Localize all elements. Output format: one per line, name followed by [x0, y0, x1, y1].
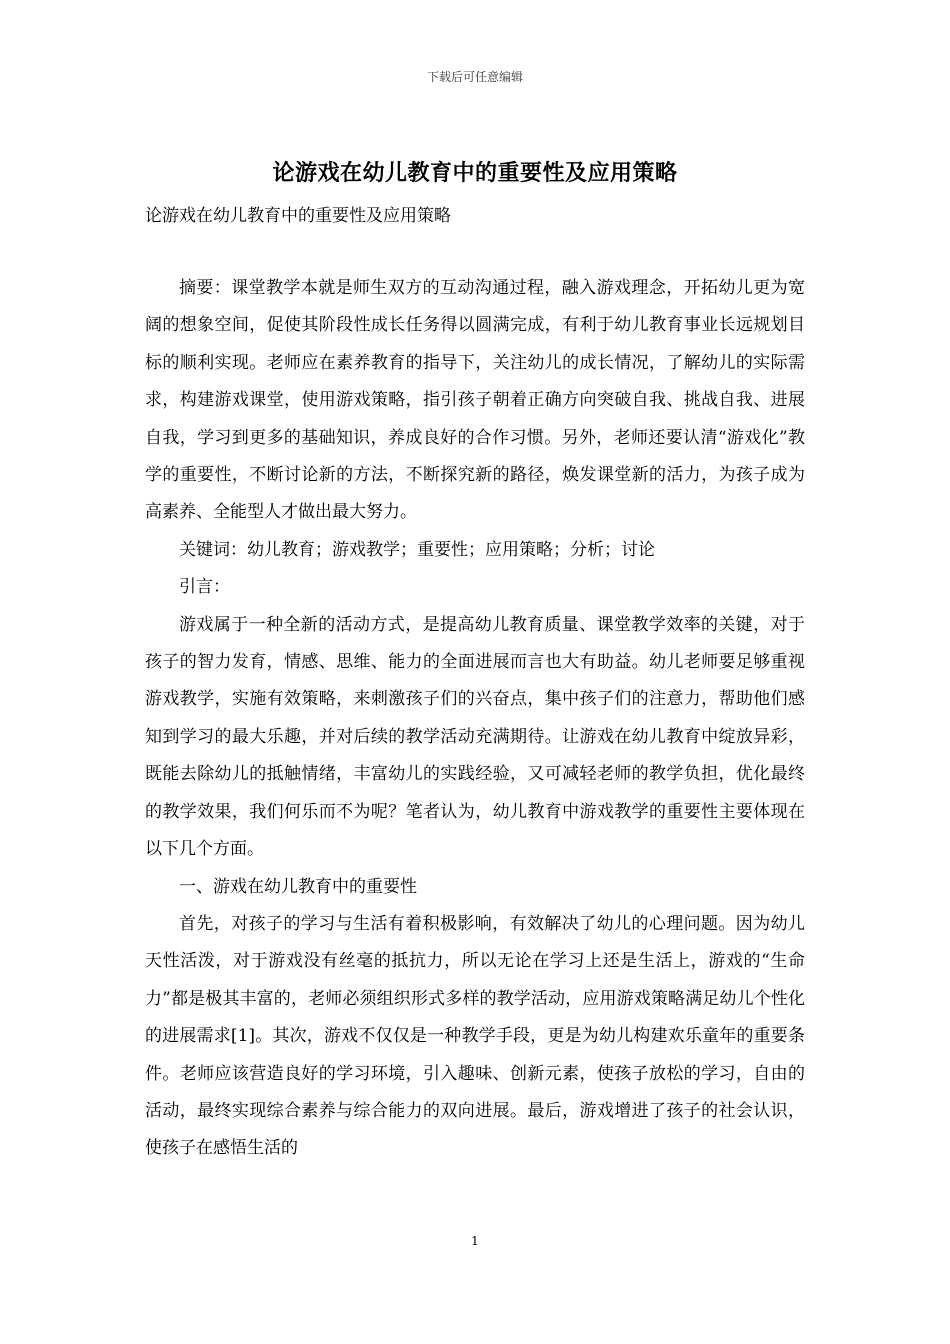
header-note: 下载后可任意编辑: [426, 70, 523, 84]
introduction-heading: 引言：: [179, 577, 230, 598]
page-number: 1: [471, 1234, 479, 1248]
document-subtitle: 论游戏在幼儿教育中的重要性及应用策略: [145, 206, 451, 226]
section-1-paragraph: 首先，对孩子的学习与生活有着积极影响，有效解决了幼儿的心理问题。因为幼儿天性活泼，对于游戏没有丝毫的抵抗力，所以无论在学习上还是生活上，游戏的“生命力”都是极其丰富的，老师必须组织形式多样的教学活动，应用游戏策略满足幼儿个性化的进展需求[1]。其次，游戏不仅仅是一种教学手段，更是为幼儿构建欢乐童年的重要条件。老师应该营造良好的学习环境，引入趣味、创新元素，使孩子放松的学习，自由的活动，最终实现综合素养与综合能力的双向进展。最后，游戏增进了孩子的社会认识，使孩子在感悟生活的: [145, 913, 805, 1159]
abstract-paragraph: 摘要：课堂教学本就是师生双方的互动沟通过程，融入游戏理念，开拓幼儿更为宽阔的想象空间，促使其阶段性成长任务得以圆满完成，有利于幼儿教育事业长远规划目标的顺利实现。老师应在素养教育的指导下，关注幼儿的成长情况，了解幼儿的实际需求，构建游戏课堂，使用游戏策略，指引孩子朝着正确方向突破自我、挑战自我、进展自我，学习到更多的基础知识，养成良好的合作习惯。另外，老师还要认清“游戏化”教学的重要性，不断讨论新的方法，不断探究新的路径，焕发课堂新的活力，为孩子成为高素养、全能型人才做出最大努力。: [145, 278, 805, 523]
document-body: [145, 270, 805, 1168]
document-title: 论游戏在幼儿教育中的重要性及应用策略: [272, 160, 678, 186]
introduction-paragraph: 游戏属于一种全新的活动方式，是提高幼儿教育质量、课堂教学效率的关键，对于孩子的智力发育，情感、思维、能力的全面进展而言也大有助益。幼儿老师要足够重视游戏教学，实施有效策略，来刺激孩子们的兴奋点，集中孩子们的注意力，帮助他们感知到学习的最大乐趣，并对后续的教学活动充满期待。让游戏在幼儿教育中绽放异彩，既能去除幼儿的抵触情绪，丰富幼儿的实践经验，又可减轻老师的教学负担，优化最终的教学效果，我们何乐而不为呢？笔者认为，幼儿教育中游戏教学的重要性主要体现在以下几个方面。: [145, 614, 805, 860]
keywords-paragraph: 关键词：幼儿教育；游戏教学；重要性；应用策略；分析；讨论: [179, 539, 655, 560]
section-heading-1: 一、游戏在幼儿教育中的重要性: [179, 876, 417, 897]
